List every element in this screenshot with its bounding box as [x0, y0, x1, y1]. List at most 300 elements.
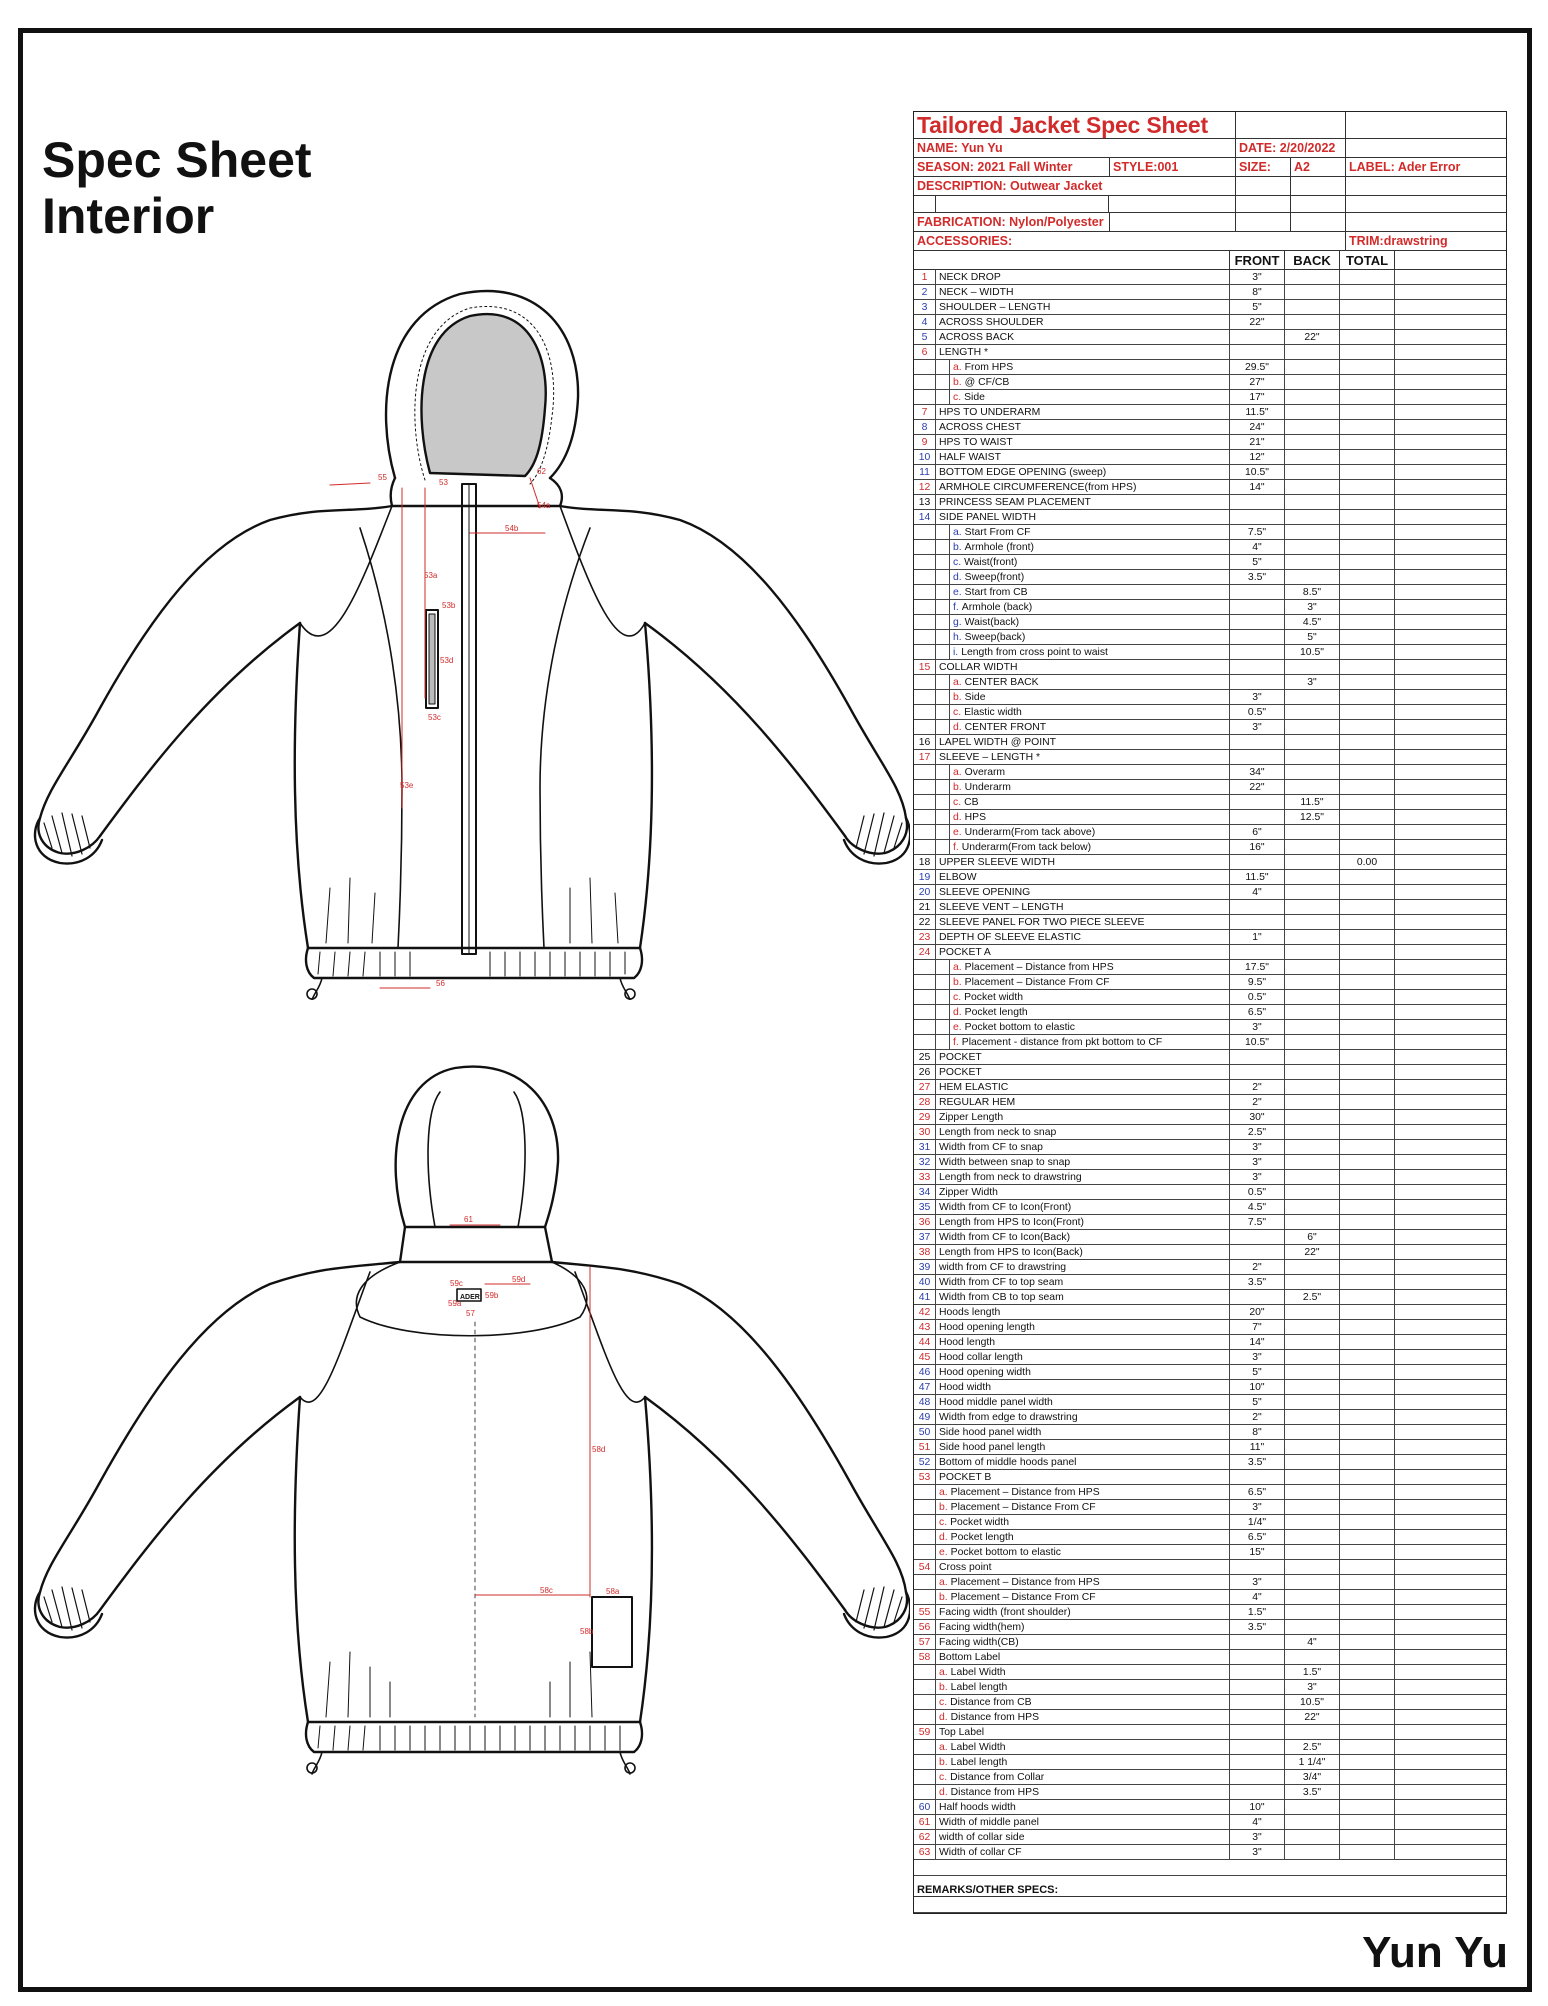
row-label: Placement – Distance From CF — [950, 1592, 1096, 1603]
row-label: Length from cross point to waist — [961, 647, 1108, 658]
row-label: Label Width — [950, 1667, 1006, 1678]
row-sublabel — [936, 1485, 1230, 1499]
row-number: 32 — [914, 1155, 936, 1169]
row-total-value — [1340, 1320, 1395, 1334]
row-total-value — [1340, 450, 1395, 464]
row-label: Placement – Distance From CF — [950, 1502, 1096, 1513]
row-back-value — [1285, 510, 1340, 524]
row-subletter: c. — [953, 992, 962, 1003]
row-label: Facing width(hem) — [936, 1620, 1230, 1634]
row-front-value: 24" — [1230, 420, 1285, 434]
row-front-value: 1.5" — [1230, 1605, 1285, 1619]
row-number: 23 — [914, 930, 936, 944]
row-label: Bottom Label — [936, 1650, 1230, 1664]
row-subletter: f. — [953, 1037, 959, 1048]
row-total-value — [1340, 330, 1395, 344]
row-front-value: 10" — [1230, 1800, 1285, 1814]
row-number: 28 — [914, 1095, 936, 1109]
date-field: DATE: 2/20/2022 — [1236, 139, 1346, 157]
row-sublabel — [936, 1590, 1230, 1604]
row-number: 35 — [914, 1200, 936, 1214]
row-total-value — [1340, 870, 1395, 884]
spec-row — [914, 615, 1506, 630]
spec-row — [914, 825, 1506, 840]
row-label: Distance from Collar — [950, 1772, 1045, 1783]
row-front-value: 2" — [1230, 1080, 1285, 1094]
callout-label: 59c — [450, 1279, 463, 1288]
spec-row — [914, 720, 1506, 735]
spec-row — [914, 930, 1506, 945]
row-front-value — [1230, 945, 1285, 959]
row-number: 46 — [914, 1365, 936, 1379]
row-number: 14 — [914, 510, 936, 524]
row-subletter: b. — [939, 1757, 948, 1768]
row-front-value: 4" — [1230, 1815, 1285, 1829]
spec-row — [914, 1200, 1506, 1215]
row-front-value — [1230, 1755, 1285, 1769]
row-total-value — [1340, 555, 1395, 569]
spec-row — [914, 1350, 1506, 1365]
row-label: Pocket bottom to elastic — [950, 1547, 1061, 1558]
row-back-value — [1285, 1845, 1340, 1859]
right-sleeve-outline — [560, 506, 907, 854]
spec-row — [914, 1815, 1506, 1830]
row-total-value — [1340, 435, 1395, 449]
row-total-value — [1340, 1050, 1395, 1064]
row-number — [914, 1665, 936, 1679]
row-back-value — [1285, 840, 1340, 854]
row-label: Underarm(From tack above) — [964, 827, 1096, 838]
row-sublabel — [936, 1755, 1230, 1769]
row-back-value — [1285, 1620, 1340, 1634]
row-label: Side — [964, 692, 986, 703]
row-label: Waist(back) — [964, 617, 1020, 628]
row-back-value: 10.5" — [1285, 1695, 1340, 1709]
row-front-value: 2.5" — [1230, 1125, 1285, 1139]
row-number — [914, 810, 936, 824]
row-total-value — [1340, 1620, 1395, 1634]
spec-row — [914, 960, 1506, 975]
spec-row — [914, 1155, 1506, 1170]
row-sublabel — [936, 1530, 1230, 1544]
row-back-value — [1285, 1335, 1340, 1349]
row-label: Pocket width — [964, 992, 1024, 1003]
row-front-value — [1230, 1245, 1285, 1259]
row-subletter: a. — [953, 677, 962, 688]
row-label: Width from CF to Icon(Front) — [936, 1200, 1230, 1214]
spec-row — [914, 1680, 1506, 1695]
row-total-value — [1340, 1305, 1395, 1319]
row-label: SLEEVE VENT – LENGTH — [936, 900, 1230, 914]
spec-row — [914, 360, 1506, 375]
row-subletter: f. — [953, 602, 959, 613]
row-front-value: 7.5" — [1230, 1215, 1285, 1229]
row-sublabel — [936, 675, 1230, 689]
row-number: 34 — [914, 1185, 936, 1199]
row-label: HPS TO WAIST — [936, 435, 1230, 449]
row-back-value — [1285, 405, 1340, 419]
row-sublabel — [936, 1575, 1230, 1589]
row-sublabel — [936, 990, 1230, 1004]
row-label: Width between snap to snap — [936, 1155, 1230, 1169]
spec-row — [914, 840, 1506, 855]
spec-row — [914, 1290, 1506, 1305]
row-number — [914, 615, 936, 629]
hood-opening — [421, 314, 545, 476]
row-total-value — [1340, 1470, 1395, 1484]
spec-rows — [914, 270, 1506, 1860]
spec-row — [914, 270, 1506, 285]
spec-row — [914, 1770, 1506, 1785]
row-front-value — [1230, 1725, 1285, 1739]
spec-row — [914, 1830, 1506, 1845]
row-front-value — [1230, 915, 1285, 929]
callout-label: 58b — [580, 1627, 594, 1636]
row-front-value: 8" — [1230, 1425, 1285, 1439]
row-back-value — [1285, 1050, 1340, 1064]
row-front-value: 3" — [1230, 1350, 1285, 1364]
row-back-value — [1285, 1725, 1340, 1739]
row-label: Hoods length — [936, 1305, 1230, 1319]
callout-label: 59d — [512, 1275, 526, 1284]
row-back-value: 22" — [1285, 330, 1340, 344]
row-front-value: 14" — [1230, 1335, 1285, 1349]
row-number — [914, 990, 936, 1004]
row-total-value — [1340, 1170, 1395, 1184]
row-back-value — [1285, 540, 1340, 554]
row-total-value — [1340, 1335, 1395, 1349]
row-total-value — [1340, 390, 1395, 404]
row-total-value — [1340, 810, 1395, 824]
row-number: 53 — [914, 1470, 936, 1484]
row-front-value — [1230, 1290, 1285, 1304]
row-back-value: 12.5" — [1285, 810, 1340, 824]
row-front-value: 14" — [1230, 480, 1285, 494]
row-number: 57 — [914, 1635, 936, 1649]
spec-row — [914, 1845, 1506, 1860]
spec-row — [914, 1320, 1506, 1335]
left-body-side — [295, 623, 308, 948]
spec-row — [914, 675, 1506, 690]
row-subletter: d. — [953, 812, 962, 823]
row-back-value — [1285, 1515, 1340, 1529]
row-subletter: b. — [953, 782, 962, 793]
size-value: A2 — [1291, 158, 1346, 176]
row-number: 11 — [914, 465, 936, 479]
row-total-value — [1340, 420, 1395, 434]
spec-row — [914, 345, 1506, 360]
row-label: POCKET — [936, 1050, 1230, 1064]
row-label: SLEEVE PANEL FOR TWO PIECE SLEEVE — [936, 915, 1230, 929]
spec-row — [914, 795, 1506, 810]
row-back-value — [1285, 1215, 1340, 1229]
row-label: Facing width (front shoulder) — [936, 1605, 1230, 1619]
row-number: 51 — [914, 1440, 936, 1454]
row-front-value: 6.5" — [1230, 1485, 1285, 1499]
row-number: 60 — [914, 1800, 936, 1814]
row-total-value — [1340, 1755, 1395, 1769]
row-back-value: 3/4" — [1285, 1770, 1340, 1784]
spec-row — [914, 390, 1506, 405]
row-number: 24 — [914, 945, 936, 959]
row-front-value: 10" — [1230, 1380, 1285, 1394]
row-number — [914, 1740, 936, 1754]
callout-label: 56 — [436, 979, 445, 988]
row-total-value — [1340, 315, 1395, 329]
row-front-value: 10.5" — [1230, 465, 1285, 479]
row-total-value — [1340, 1590, 1395, 1604]
name-field: NAME: Yun Yu — [914, 139, 1236, 157]
row-total-value — [1340, 270, 1395, 284]
spec-row — [914, 1140, 1506, 1155]
row-sublabel — [936, 825, 1230, 839]
row-back-value — [1285, 915, 1340, 929]
row-number: 33 — [914, 1170, 936, 1184]
row-subletter: d. — [939, 1532, 948, 1543]
row-label: HEM ELASTIC — [936, 1080, 1230, 1094]
row-total-value — [1340, 690, 1395, 704]
row-front-value: 6" — [1230, 825, 1285, 839]
trim-field: TRIM:drawstring — [1349, 234, 1448, 248]
callout-label: 54b — [505, 524, 519, 533]
name-row — [914, 139, 1506, 158]
row-back-value — [1285, 705, 1340, 719]
row-number: 49 — [914, 1410, 936, 1424]
row-total-value — [1340, 615, 1395, 629]
spec-row — [914, 1050, 1506, 1065]
row-back-value — [1285, 315, 1340, 329]
spec-row — [914, 1605, 1506, 1620]
row-back-value — [1285, 1110, 1340, 1124]
row-back-value — [1285, 1155, 1340, 1169]
row-front-value: 22" — [1230, 315, 1285, 329]
spec-row — [914, 1065, 1506, 1080]
row-front-value: 22" — [1230, 780, 1285, 794]
row-number: 20 — [914, 885, 936, 899]
row-total-value — [1340, 1530, 1395, 1544]
row-front-value: 1" — [1230, 930, 1285, 944]
row-total-value — [1340, 645, 1395, 659]
row-total-value — [1340, 1770, 1395, 1784]
row-subletter: d. — [953, 572, 962, 583]
spec-row — [914, 510, 1506, 525]
row-number: 27 — [914, 1080, 936, 1094]
row-number: 21 — [914, 900, 936, 914]
row-total-value — [1340, 1140, 1395, 1154]
spec-row — [914, 1005, 1506, 1020]
row-back-value — [1285, 930, 1340, 944]
season-field: SEASON: 2021 Fall Winter — [914, 158, 1110, 176]
row-label: Length from neck to snap — [936, 1125, 1230, 1139]
row-back-value — [1285, 375, 1340, 389]
row-number: 7 — [914, 405, 936, 419]
row-back-value — [1285, 1095, 1340, 1109]
row-total-value — [1340, 1260, 1395, 1274]
spec-row — [914, 660, 1506, 675]
row-label: CENTER FRONT — [964, 722, 1047, 733]
back-collar — [400, 1227, 552, 1262]
row-front-value — [1230, 1665, 1285, 1679]
row-subletter: e. — [953, 827, 962, 838]
left-sleeve-outline — [38, 506, 392, 854]
spec-row — [914, 1560, 1506, 1575]
callout-label: 53d — [440, 656, 454, 665]
row-label: Facing width(CB) — [936, 1635, 1230, 1649]
row-back-value — [1285, 1410, 1340, 1424]
row-front-value — [1230, 330, 1285, 344]
row-front-value — [1230, 1050, 1285, 1064]
row-back-value — [1285, 1350, 1340, 1364]
row-total-value — [1340, 300, 1395, 314]
row-number: 39 — [914, 1260, 936, 1274]
row-front-value: 0.5" — [1230, 705, 1285, 719]
row-back-value: 6" — [1285, 1230, 1340, 1244]
row-back-value — [1285, 1275, 1340, 1289]
row-number: 55 — [914, 1605, 936, 1619]
row-front-value — [1230, 900, 1285, 914]
row-total-value — [1340, 765, 1395, 779]
row-number: 43 — [914, 1320, 936, 1334]
row-subletter: i. — [953, 647, 959, 658]
row-back-value — [1285, 750, 1340, 764]
row-total-value — [1340, 510, 1395, 524]
row-total-value — [1340, 1455, 1395, 1469]
spec-row — [914, 1665, 1506, 1680]
row-front-value: 3" — [1230, 1830, 1285, 1844]
row-back-value — [1285, 345, 1340, 359]
row-total-value — [1340, 1245, 1395, 1259]
style-field: STYLE:001 — [1110, 158, 1236, 176]
row-front-value — [1230, 810, 1285, 824]
spec-row — [914, 1080, 1506, 1095]
row-back-value — [1285, 945, 1340, 959]
back-left-sleeve — [38, 1262, 400, 1628]
row-label: Half hoods width — [936, 1800, 1230, 1814]
row-subletter: c. — [939, 1697, 948, 1708]
row-number: 22 — [914, 915, 936, 929]
row-front-value: 5" — [1230, 1395, 1285, 1409]
row-front-value: 10.5" — [1230, 1035, 1285, 1049]
row-total-value — [1340, 1005, 1395, 1019]
row-number — [914, 390, 936, 404]
row-back-value: 4" — [1285, 1635, 1340, 1649]
row-number: 59 — [914, 1725, 936, 1739]
spec-row — [914, 630, 1506, 645]
row-back-value — [1285, 1185, 1340, 1199]
row-label: POCKET — [936, 1065, 1230, 1079]
row-front-value — [1230, 735, 1285, 749]
row-front-value: 21" — [1230, 435, 1285, 449]
row-front-value: 1/4" — [1230, 1515, 1285, 1529]
row-front-value: 4" — [1230, 885, 1285, 899]
label-field: LABEL: Ader Error — [1349, 160, 1461, 174]
row-label: SLEEVE – LENGTH * — [936, 750, 1230, 764]
row-label: Distance from HPS — [950, 1787, 1040, 1798]
row-total-value — [1340, 1365, 1395, 1379]
spec-row — [914, 1230, 1506, 1245]
row-sublabel — [936, 960, 1230, 974]
row-number: 2 — [914, 285, 936, 299]
row-front-value — [1230, 1635, 1285, 1649]
page-title — [42, 132, 312, 244]
row-number: 52 — [914, 1455, 936, 1469]
row-back-value — [1285, 1305, 1340, 1319]
row-back-value — [1285, 495, 1340, 509]
row-front-value — [1230, 675, 1285, 689]
row-back-value — [1285, 720, 1340, 734]
row-label: Placement – Distance From CF — [964, 977, 1110, 988]
row-number: 56 — [914, 1620, 936, 1634]
row-label: Width from CF to top seam — [936, 1275, 1230, 1289]
spec-row — [914, 885, 1506, 900]
season-row — [914, 158, 1506, 177]
callout-label: 59b — [485, 1291, 499, 1300]
row-subletter: b. — [939, 1682, 948, 1693]
row-back-value — [1285, 1575, 1340, 1589]
row-total-value — [1340, 1290, 1395, 1304]
row-sublabel — [936, 1770, 1230, 1784]
row-label: LAPEL WIDTH @ POINT — [936, 735, 1230, 749]
row-total-value — [1340, 795, 1395, 809]
spec-row — [914, 1305, 1506, 1320]
row-subletter: c. — [939, 1772, 948, 1783]
row-number — [914, 1020, 936, 1034]
spec-row — [914, 1500, 1506, 1515]
row-front-value — [1230, 660, 1285, 674]
row-back-value — [1285, 420, 1340, 434]
row-sublabel — [936, 600, 1230, 614]
row-back-value — [1285, 555, 1340, 569]
row-back-value — [1285, 300, 1340, 314]
row-number — [914, 1005, 936, 1019]
spec-row — [914, 870, 1506, 885]
row-front-value — [1230, 1230, 1285, 1244]
row-number — [914, 705, 936, 719]
row-total-value — [1340, 1020, 1395, 1034]
row-label: CB — [964, 797, 979, 808]
row-label: ARMHOLE CIRCUMFERENCE(from HPS) — [936, 480, 1230, 494]
row-label: Width from CF to Icon(Back) — [936, 1230, 1230, 1244]
row-front-value: 0.5" — [1230, 1185, 1285, 1199]
row-label: Pocket width — [950, 1517, 1010, 1528]
row-number: 9 — [914, 435, 936, 449]
row-total-value — [1340, 915, 1395, 929]
row-front-value: 3" — [1230, 1155, 1285, 1169]
row-back-value — [1285, 1170, 1340, 1184]
row-back-value: 2.5" — [1285, 1290, 1340, 1304]
spec-row — [914, 1575, 1506, 1590]
row-subletter: d. — [953, 722, 962, 733]
row-front-value — [1230, 795, 1285, 809]
row-label: Hood collar length — [936, 1350, 1230, 1364]
row-back-value — [1285, 450, 1340, 464]
row-back-value — [1285, 1500, 1340, 1514]
row-total-value — [1340, 1035, 1395, 1049]
row-back-value — [1285, 1395, 1340, 1409]
row-total-value — [1340, 1200, 1395, 1214]
row-number — [914, 585, 936, 599]
row-total-value — [1340, 1425, 1395, 1439]
spec-row — [914, 690, 1506, 705]
row-label: Label Width — [950, 1742, 1006, 1753]
row-sublabel — [936, 1035, 1230, 1049]
row-label: REGULAR HEM — [936, 1095, 1230, 1109]
spec-row — [914, 405, 1506, 420]
row-back-value — [1285, 1005, 1340, 1019]
row-front-value — [1230, 1740, 1285, 1754]
row-total-value — [1340, 375, 1395, 389]
row-front-value: 2" — [1230, 1260, 1285, 1274]
